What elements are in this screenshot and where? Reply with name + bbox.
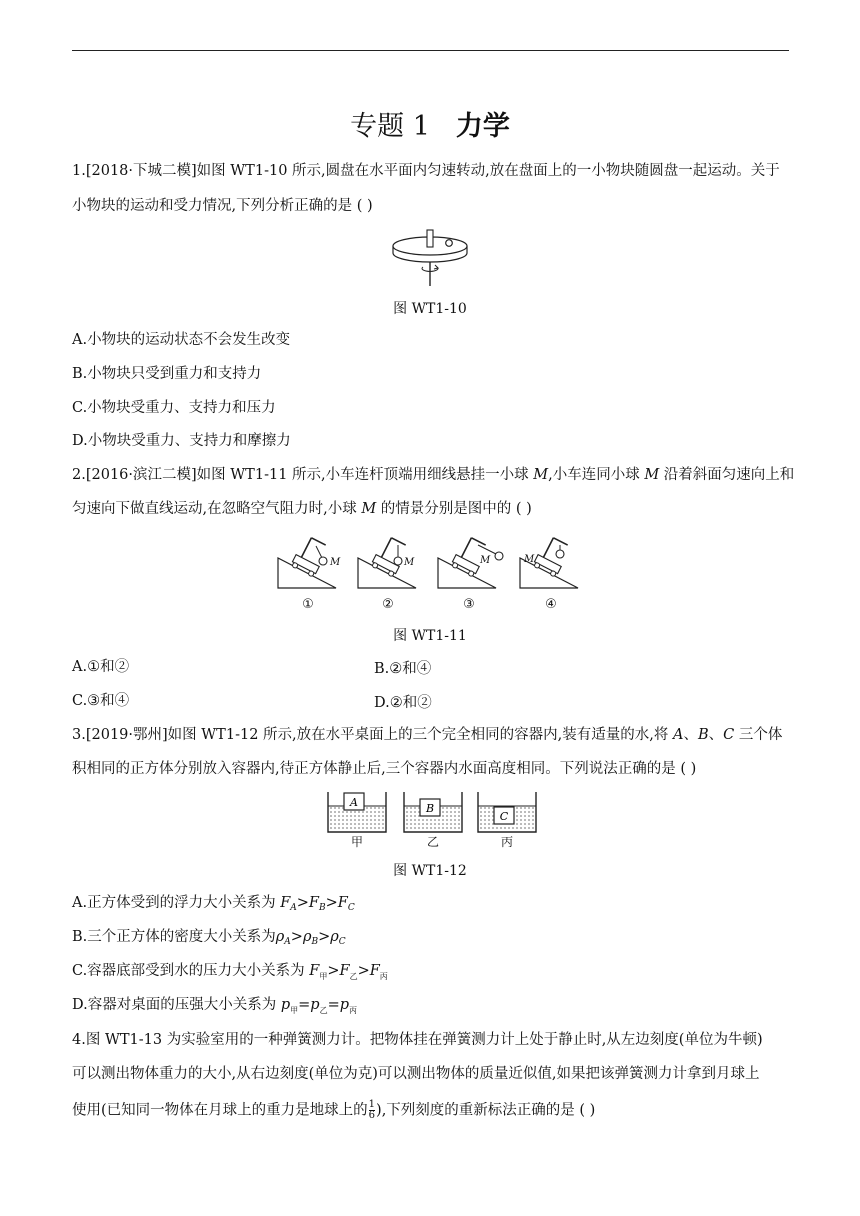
q2-option-a[interactable]: A.①和② bbox=[72, 659, 130, 675]
q1-option-a[interactable]: A.小物块的运动状态不会发生改变 bbox=[72, 332, 291, 348]
q2-option-c[interactable]: C.③和④ bbox=[72, 693, 130, 709]
caption-wt1-10: 图 WT1-10 bbox=[393, 301, 467, 317]
title-main: 专题 1 bbox=[350, 111, 430, 142]
container-yi bbox=[404, 792, 462, 832]
svg-text:A: A bbox=[350, 796, 358, 809]
q3-option-b[interactable]: B.三个正方体的密度大小关系为$\rho_A>\rho_B>\rho_C$ bbox=[72, 929, 346, 947]
q3-option-d[interactable]: D.容器对桌面的压强大小关系为 $p_甲=p_乙=p_丙$ bbox=[72, 997, 358, 1015]
page-title bbox=[0, 104, 860, 143]
scene-4 bbox=[520, 535, 578, 588]
q4-stem-line3: 使用(已知同一物体在月球上的重力是地球上的 $\frac{1}{6}$ ),下列刻度的重新标法正确的是 ( ) bbox=[72, 1099, 596, 1121]
q1-stem-line1: 1.[2018·下城二模]如图 WT1-10 所示,圆盘在水平面内匀速转动,放在盘面上的一小物块随圆盘一起运动。关于 bbox=[72, 163, 780, 179]
svg-text:M: M bbox=[524, 554, 535, 565]
scene-2 bbox=[358, 535, 416, 588]
container-bing bbox=[478, 792, 536, 832]
q3-option-a[interactable]: A.正方体受到的浮力大小关系为 $F_A>F_B>F_C$ bbox=[72, 895, 355, 913]
svg-text:丙: 丙 bbox=[500, 835, 514, 848]
label-2: ② bbox=[382, 597, 394, 612]
svg-text:C: C bbox=[499, 810, 509, 823]
q3-stem-line2: 积相同的正方体分别放入容器内,待正方体静止后,三个容器内水面高度相同。下列说法正确的是 ( ) bbox=[72, 761, 697, 777]
q2-option-b[interactable]: B.②和④ bbox=[374, 661, 432, 677]
q4-stem-line2: 可以测出物体重力的大小,从右边刻度(单位为克)可以测出物体的质量近似值,如果把该弹簧测力计拿到月球上 bbox=[72, 1066, 760, 1082]
caption-wt1-11: 图 WT1-11 bbox=[393, 628, 467, 644]
svg-text:M: M bbox=[480, 555, 491, 566]
svg-text:B: B bbox=[425, 802, 435, 815]
label-1: ① bbox=[302, 597, 314, 612]
svg-text:M: M bbox=[330, 557, 341, 568]
svg-text:乙: 乙 bbox=[426, 835, 440, 848]
q1-option-b[interactable]: B.小物块只受到重力和支持力 bbox=[72, 366, 262, 382]
q2-stem-line2: 匀速向下做直线运动,在忽略空气阻力时,小球 M 的情景分别是图中的 ( ) bbox=[72, 501, 532, 517]
fraction-one-sixth: $\frac{1}{6}$ bbox=[368, 1099, 376, 1121]
figure-wt1-11 bbox=[276, 532, 588, 614]
caption-wt1-12: 图 WT1-12 bbox=[393, 863, 467, 879]
label-3: ③ bbox=[463, 597, 475, 612]
svg-text:M: M bbox=[404, 557, 415, 568]
header-rule bbox=[72, 50, 789, 51]
container-jia bbox=[328, 792, 386, 832]
scene-1 bbox=[278, 535, 341, 588]
label-4: ④ bbox=[545, 597, 557, 612]
q1-option-c[interactable]: C.小物块受重力、支持力和压力 bbox=[72, 400, 276, 416]
q4-stem-line1: 4.图 WT1-13 为实验室用的一种弹簧测力计。把物体挂在弹簧测力计上处于静止时,从左边刻度(单位为牛顿) bbox=[72, 1032, 763, 1048]
scene-3 bbox=[438, 535, 503, 588]
q2-option-d[interactable]: D.②和② bbox=[374, 695, 432, 711]
q3-stem-line1: 3.[2019·鄂州]如图 WT1-12 所示,放在水平桌面上的三个完全相同的容器内,装有适量的水,将 A、B、C 三个体 bbox=[72, 727, 783, 743]
figure-wt1-12 bbox=[326, 790, 538, 848]
q1-stem-line2: 小物块的运动和受力情况,下列分析正确的是 ( ) bbox=[72, 198, 373, 214]
q3-option-c[interactable]: C.容器底部受到水的压力大小关系为 $F_甲>F_乙>F_丙$ bbox=[72, 963, 388, 981]
q1-option-d[interactable]: D.小物块受重力、支持力和摩擦力 bbox=[72, 433, 291, 449]
q2-stem-line1: 2.[2016·滨江二模]如图 WT1-11 所示,小车连杆顶端用细线悬挂一小球 M,小车连同小球 M 沿着斜面匀速向上和 bbox=[72, 467, 795, 483]
title-bold: 力学 bbox=[455, 111, 510, 142]
svg-text:甲: 甲 bbox=[350, 835, 364, 848]
figure-wt1-10 bbox=[390, 226, 472, 288]
